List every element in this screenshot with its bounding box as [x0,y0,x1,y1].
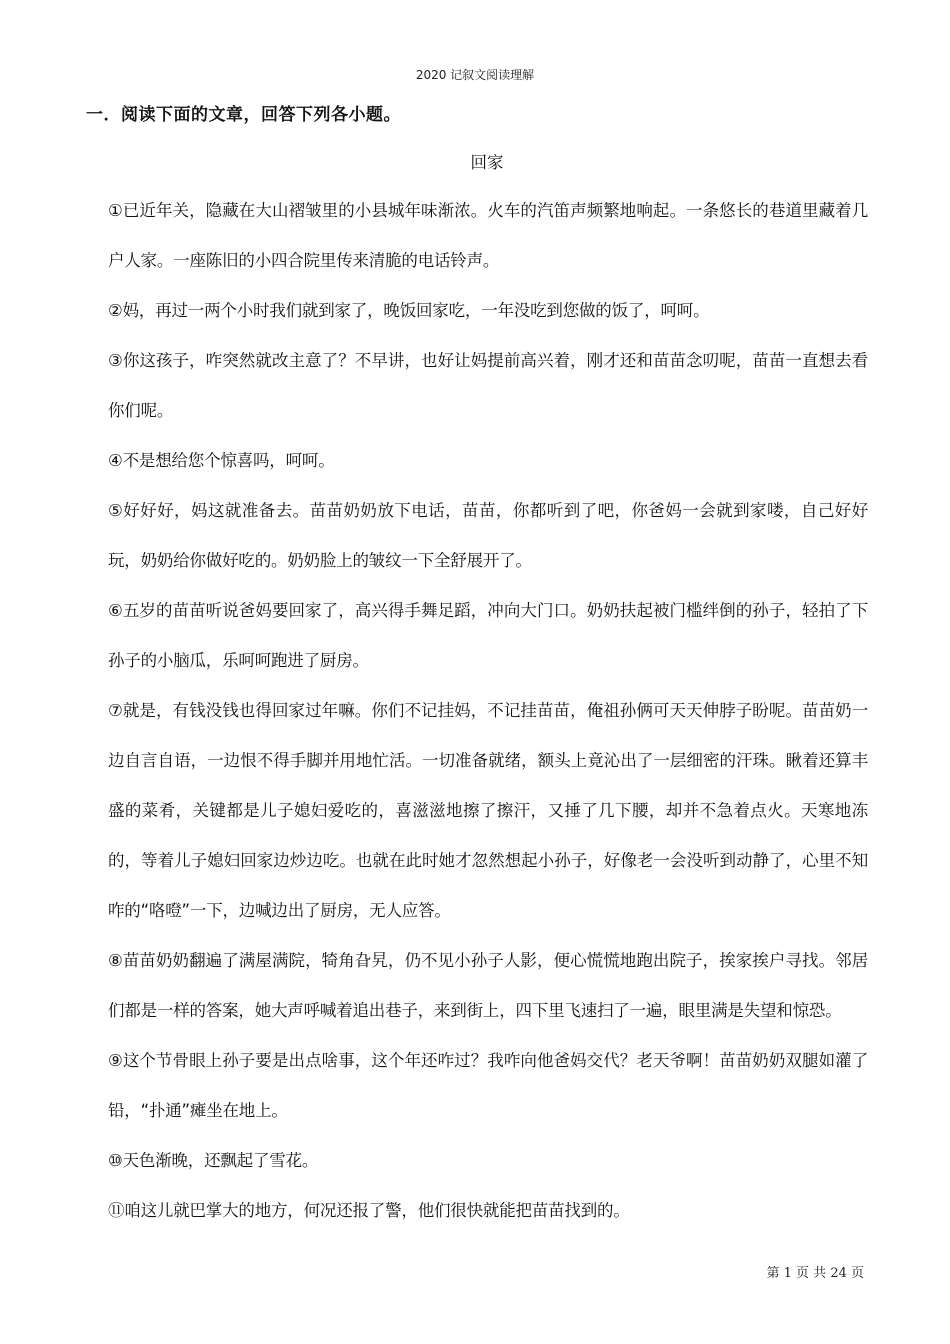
article-title: 回家 [470,153,504,172]
paragraph: ②妈，再过一两个小时我们就到家了，晚饭回家吃，一年没吃到您做的饭了，呵呵。 [108,301,710,320]
page-number: 第 1 页 共 24 页 [766,1266,864,1281]
paragraph: ⑩天色渐晚，还飘起了雪花。 [108,1151,319,1170]
paragraph: ⑤好好好，妈这就准备去。苗苗奶奶放下电话，苗苗，你都听到了吧，你爸妈一会就到家喽，自己好好玩，奶奶给你做好吃的。奶奶脸上的皱纹一下全舒展开了。 [108,501,868,570]
paragraph: ③你这孩子，咋突然就改主意了？不早讲，也好让妈提前高兴着，刚才还和苗苗念叨呢，苗苗一直想去看你们呢。 [108,351,868,420]
document-header: 2020 记叙文阅读理解 [415,68,535,82]
article-body [108,186,868,1236]
paragraph: ④不是想给您个惊喜吗，呵呵。 [108,451,335,470]
section-title: 一．阅读下面的文章，回答下列各小题。 [86,105,401,125]
paragraph: ①已近年关，隐藏在大山褶皱里的小县城年味渐浓。火车的汽笛声频繁地响起。一条悠长的巷道里藏着几户人家。一座陈旧的小四合院里传来清脆的电话铃声。 [108,201,868,270]
paragraph: ⑧苗苗奶奶翻遍了满屋满院，犄角旮旯，仍不见小孙子人影，便心慌慌地跑出院子，挨家挨户寻找。邻居们都是一样的答案，她大声呼喊着追出巷子，来到街上，四下里飞速扫了一遍，眼里满是失望和惊恐。 [108,951,868,1020]
paragraph: ⑪咱这儿就巴掌大的地方，何况还报了警，他们很快就能把苗苗找到的。 [108,1201,630,1220]
paragraph: ⑦就是，有钱没钱也得回家过年嘛。你们不记挂妈，不记挂苗苗，俺祖孙俩可天天伸脖子盼呢。苗苗奶一边自言自语，一边恨不得手脚并用地忙活。一切准备就绪，额头上竟沁出了一层细密的汗珠。瞅着还算丰盛的菜肴，关键都是儿子媳妇爱吃的，喜滋滋地擦了擦汗，又捶了几下腰，却并不急着点火。天寒地冻的，等着儿子媳妇回家边炒边吃。也就在此时她才忽然想起小孙子，好像老一会没听到动静了，心里不知咋的“咯噔”一下，边喊边出了厨房，无人应答。 [108,701,868,920]
paragraph: ⑥五岁的苗苗听说爸妈要回家了，高兴得手舞足蹈，冲向大门口。奶奶扶起被门槛绊倒的孙子，轻拍了下孙子的小脑瓜，乐呵呵跑进了厨房。 [108,601,868,670]
paragraph: ⑨这个节骨眼上孙子要是出点啥事，这个年还咋过？我咋向他爸妈交代？老天爷啊！苗苗奶奶双腿如灌了铅，“扑通”瘫坐在地上。 [108,1051,868,1120]
